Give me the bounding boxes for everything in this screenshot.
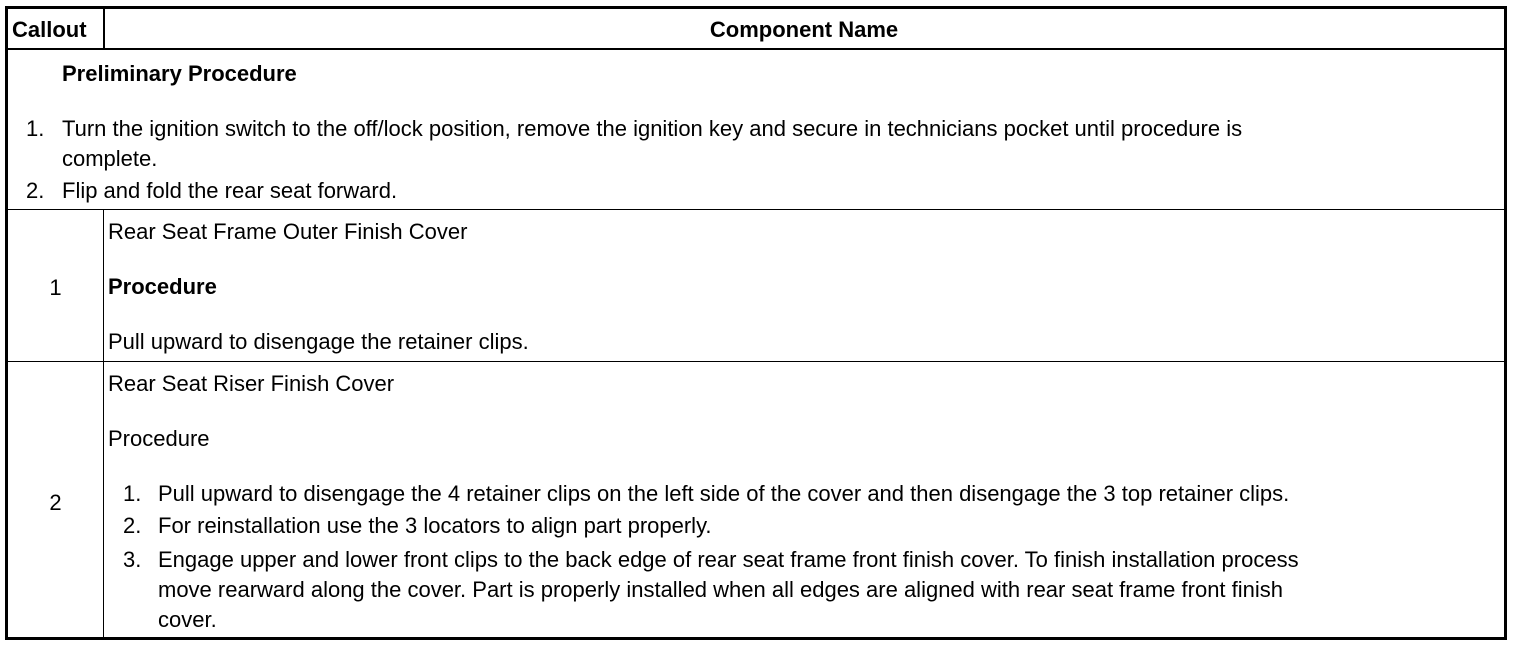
step-text: Flip and fold the rear seat forward. [62,178,398,203]
step-text: For reinstallation use the 3 locators to align part properly. [158,513,712,538]
step-text: Turn the ignition switch to the off/lock position, remove the ignition key and secure in technicians pocket until procedure is [62,116,1243,141]
step-text: cover. [158,607,217,632]
step-text: complete. [62,146,158,171]
callout-number: 2 [49,490,62,515]
step-text: Engage upper and lower front clips to the back edge of rear seat frame front finish cover. To finish installation process [158,547,1299,572]
preliminary-procedure-row [8,50,1504,210]
component-name: Rear Seat Frame Outer Finish Cover [108,219,468,244]
step-number: 2. [26,178,45,203]
table-header-row [8,9,1504,50]
column-divider [103,362,104,637]
procedure-table [5,6,1507,640]
callout-number: 1 [49,275,62,300]
step-text: move rearward along the cover. Part is properly installed when all edges are aligned with rear seat frame front finish [158,577,1284,602]
step-number: 1. [26,116,45,141]
component-name: Rear Seat Riser Finish Cover [108,371,395,396]
procedure-text: Pull upward to disengage the retainer clips. [108,329,529,354]
preliminary-title: Preliminary Procedure [62,61,297,86]
header-callout: Callout [12,17,87,42]
step-number: 2. [123,513,142,538]
table-row [8,362,1504,637]
step-number: 3. [123,547,142,572]
procedure-label: Procedure [108,426,210,451]
table-row [8,210,1504,362]
column-divider [103,210,104,361]
header-component-name: Component Name [709,17,899,42]
step-number: 1. [123,481,142,506]
procedure-label: Procedure [108,274,217,299]
step-text: Pull upward to disengage the 4 retainer clips on the left side of the cover and then disengage the 3 top retainer clips. [158,481,1290,506]
